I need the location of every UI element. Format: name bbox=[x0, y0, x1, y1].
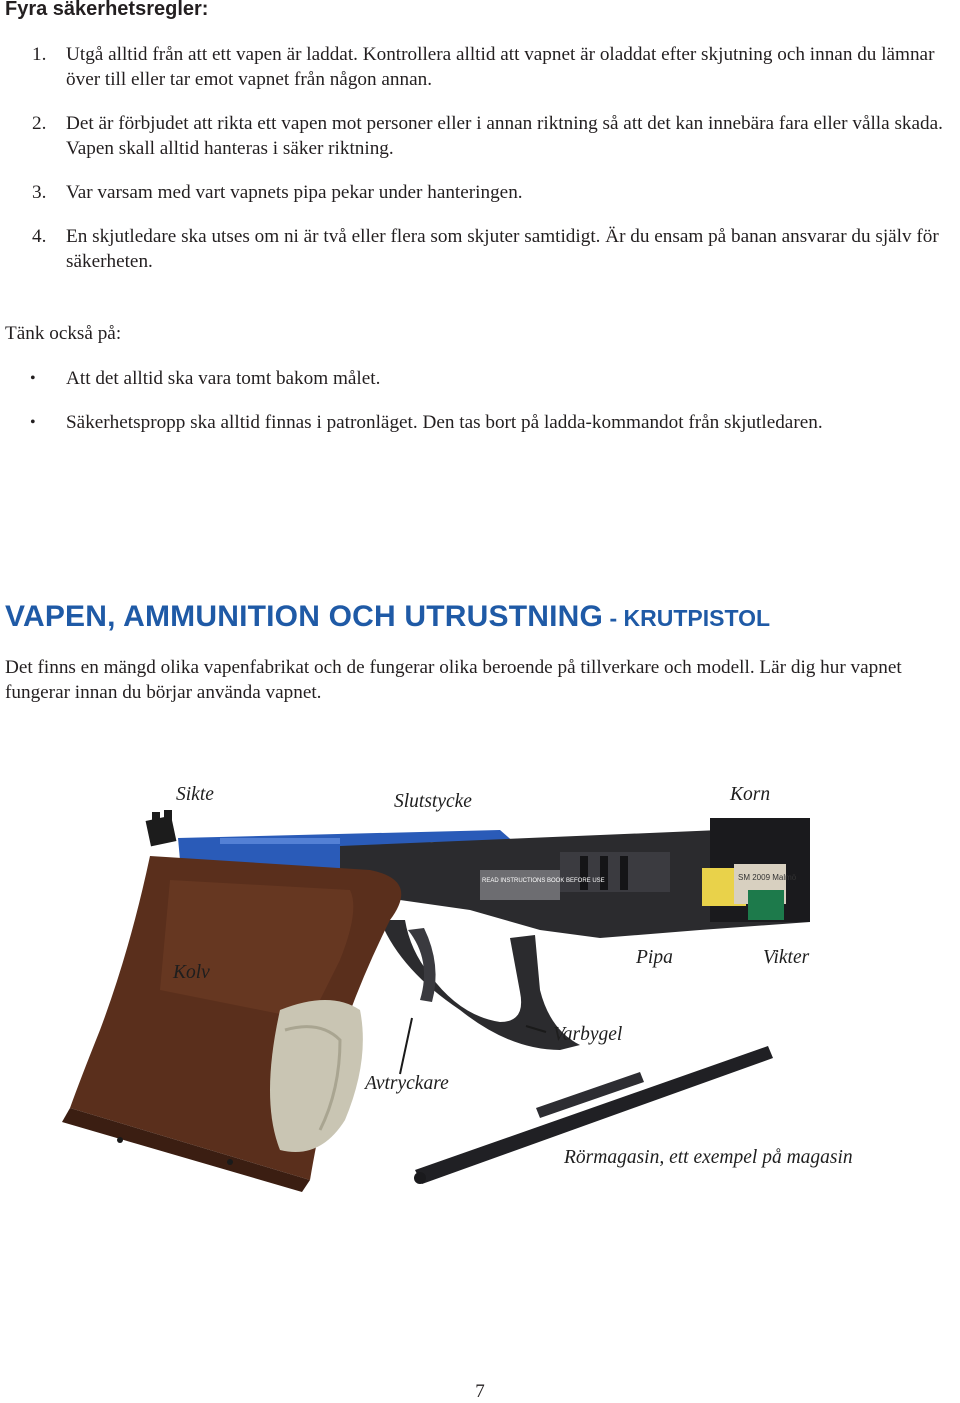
page-number: 7 bbox=[475, 1381, 485, 1402]
rule-item bbox=[0, 42, 960, 92]
rule-item bbox=[0, 111, 960, 161]
grip-icon bbox=[62, 856, 401, 1192]
label-rormagasin: Rörmagasin, ett exempel på magasin bbox=[564, 1147, 853, 1168]
also-bullet-list bbox=[0, 366, 960, 454]
rule-number: 2. bbox=[32, 113, 47, 134]
bullet-dot-icon: • bbox=[30, 370, 36, 387]
safety-heading: Fyra säkerhetsregler: bbox=[5, 0, 209, 20]
bullet-dot-icon: • bbox=[30, 414, 36, 431]
section-intro: Det finns en mängd olika vapenfabrikat och de fungerar olika beroende på tillverkare och modell. Lär dig hur vapnet fungerar innan du börjar använda vapnet. bbox=[5, 657, 902, 703]
bullet-item bbox=[0, 366, 960, 391]
label-vikter: Vikter bbox=[763, 947, 810, 968]
section-title bbox=[5, 600, 770, 634]
rule-number: 3. bbox=[32, 182, 47, 203]
rule-number: 1. bbox=[32, 44, 47, 65]
rule-text: En skjutledare ska utses om ni är två eller flera som skjuter samtidigt. Är du ensam på banan ansvarar du själv för säkerheten. bbox=[66, 226, 939, 272]
bullet-text: Säkerhetspropp ska alltid finnas i patronläget. Den tas bort på ladda-kommandot från skjutledaren. bbox=[66, 412, 823, 433]
rule-text: Det är förbjudet att rikta ett vapen mot personer eller i annan riktning så att det kan innebära fara eller vålla skada. Vapen skall alltid hanteras i säker riktning. bbox=[66, 113, 943, 159]
rule-item bbox=[0, 180, 960, 205]
rule-item bbox=[0, 224, 960, 274]
rule-number: 4. bbox=[32, 226, 47, 247]
also-heading: Tänk också på: bbox=[5, 323, 122, 344]
label-kolv: Kolv bbox=[173, 962, 210, 983]
label-slutstycke: Slutstycke bbox=[394, 791, 472, 812]
rule-text: Var varsam med vart vapnets pipa pekar under hanteringen. bbox=[66, 182, 523, 203]
label-sikte: Sikte bbox=[176, 784, 214, 805]
warning-engraving: READ INSTRUCTIONS BOOK BEFORE USE bbox=[482, 878, 605, 884]
rear-sight-icon bbox=[146, 810, 177, 846]
pistol-figure bbox=[40, 760, 940, 1220]
section-title-separator: - bbox=[603, 605, 624, 631]
section-title-sub: KRUTPISTOL bbox=[623, 605, 771, 631]
section-title-main: VAPEN, AMMUNITION OCH UTRUSTNING bbox=[5, 600, 604, 633]
rule-text: Utgå alltid från att ett vapen är laddat. Kontrollera alltid att vapnet är oladdat efter skjutning och innan du lämnar över till eller tar emot vapnet från någon annan. bbox=[66, 44, 935, 90]
label-avtryckare: Avtryckare bbox=[365, 1073, 449, 1094]
bullet-item bbox=[0, 410, 960, 435]
safety-rules-list bbox=[0, 42, 960, 293]
competition-stamp: SM 2009 Malmö bbox=[738, 873, 797, 882]
label-pipa: Pipa bbox=[636, 947, 673, 968]
label-varbygel: Varbygel bbox=[553, 1024, 623, 1045]
bullet-text: Att det alltid ska vara tomt bakom målet. bbox=[66, 368, 381, 389]
label-korn: Korn bbox=[730, 784, 771, 805]
